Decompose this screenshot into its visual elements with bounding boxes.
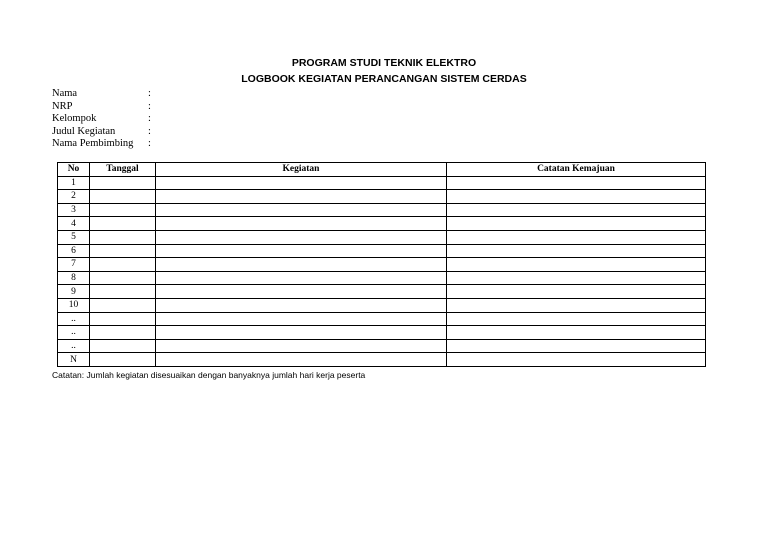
row-number-cell: 9: [58, 285, 90, 299]
tanggal-cell[interactable]: [90, 244, 156, 258]
field-nrp: [52, 101, 158, 114]
field-colon: :: [148, 125, 151, 137]
table-row: [58, 271, 706, 285]
catatan-kemajuan-cell[interactable]: [447, 271, 706, 285]
column-header-catatan-kemajuan: Catatan Kemajuan: [447, 163, 706, 177]
catatan-kemajuan-cell[interactable]: [447, 298, 706, 312]
table-row: [58, 190, 706, 204]
tanggal-cell[interactable]: [90, 203, 156, 217]
row-number-cell: N: [58, 353, 90, 367]
tanggal-cell[interactable]: [90, 190, 156, 204]
row-number-cell: ..: [58, 312, 90, 326]
logbook-table: [57, 162, 706, 367]
kegiatan-cell[interactable]: [156, 298, 447, 312]
catatan-kemajuan-cell[interactable]: [447, 203, 706, 217]
row-number-cell: 8: [58, 271, 90, 285]
field-kelompok: [52, 113, 158, 126]
row-number-cell: ..: [58, 326, 90, 340]
document-subtitle: LOGBOOK KEGIATAN PERANCANGAN SISTEM CERDAS: [241, 73, 527, 85]
row-number-cell: 10: [58, 298, 90, 312]
row-number-cell: 7: [58, 258, 90, 272]
catatan-kemajuan-cell[interactable]: [447, 312, 706, 326]
field-colon: :: [148, 100, 151, 112]
table-body: [58, 176, 706, 366]
field-label: NRP: [52, 100, 73, 112]
kegiatan-cell[interactable]: [156, 190, 447, 204]
catatan-kemajuan-cell[interactable]: [447, 230, 706, 244]
tanggal-cell[interactable]: [90, 339, 156, 353]
footnote: Catatan: Jumlah kegiatan disesuaikan dengan banyaknya jumlah hari kerja peserta: [52, 370, 366, 380]
tanggal-cell[interactable]: [90, 271, 156, 285]
catatan-kemajuan-cell[interactable]: [447, 176, 706, 190]
field-judul-kegiatan: [52, 126, 158, 139]
catatan-kemajuan-cell[interactable]: [447, 285, 706, 299]
tanggal-cell[interactable]: [90, 312, 156, 326]
catatan-kemajuan-cell[interactable]: [447, 258, 706, 272]
table-row: [58, 339, 706, 353]
identity-fields: [52, 88, 158, 151]
tanggal-cell[interactable]: [90, 353, 156, 367]
table-row: [58, 298, 706, 312]
kegiatan-cell[interactable]: [156, 258, 447, 272]
catatan-kemajuan-cell[interactable]: [447, 326, 706, 340]
catatan-kemajuan-cell[interactable]: [447, 244, 706, 258]
table-row: [58, 230, 706, 244]
table-row: [58, 176, 706, 190]
column-header-no: No: [58, 163, 90, 177]
table-row: [58, 312, 706, 326]
tanggal-cell[interactable]: [90, 217, 156, 231]
table-row: [58, 244, 706, 258]
field-colon: :: [148, 88, 151, 99]
kegiatan-cell[interactable]: [156, 326, 447, 340]
column-header-kegiatan: Kegiatan: [156, 163, 447, 177]
table-row: [58, 217, 706, 231]
kegiatan-cell[interactable]: [156, 230, 447, 244]
field-nama: [52, 88, 158, 101]
table-row: [58, 326, 706, 340]
table-row: [58, 258, 706, 272]
row-number-cell: 2: [58, 190, 90, 204]
kegiatan-cell[interactable]: [156, 203, 447, 217]
column-header-tanggal: Tanggal: [90, 163, 156, 177]
kegiatan-cell[interactable]: [156, 353, 447, 367]
row-number-cell: 6: [58, 244, 90, 258]
tanggal-cell[interactable]: [90, 176, 156, 190]
kegiatan-cell[interactable]: [156, 244, 447, 258]
row-number-cell: 1: [58, 176, 90, 190]
table-row: [58, 353, 706, 367]
kegiatan-cell[interactable]: [156, 271, 447, 285]
tanggal-cell[interactable]: [90, 258, 156, 272]
kegiatan-cell[interactable]: [156, 285, 447, 299]
field-nama-pembimbing: [52, 138, 158, 151]
table-row: [58, 203, 706, 217]
table-row: [58, 285, 706, 299]
kegiatan-cell[interactable]: [156, 176, 447, 190]
tanggal-cell[interactable]: [90, 285, 156, 299]
row-number-cell: 3: [58, 203, 90, 217]
field-label: Nama: [52, 88, 78, 99]
row-number-cell: 5: [58, 230, 90, 244]
tanggal-cell[interactable]: [90, 298, 156, 312]
catatan-kemajuan-cell[interactable]: [447, 339, 706, 353]
field-colon: :: [148, 138, 151, 149]
catatan-kemajuan-cell[interactable]: [447, 353, 706, 367]
table-header-row: [58, 163, 706, 177]
row-number-cell: ..: [58, 339, 90, 353]
row-number-cell: 4: [58, 217, 90, 231]
field-label: Nama Pembimbing: [52, 138, 134, 149]
tanggal-cell[interactable]: [90, 326, 156, 340]
kegiatan-cell[interactable]: [156, 217, 447, 231]
document-title: PROGRAM STUDI TEKNIK ELEKTRO: [291, 57, 477, 69]
tanggal-cell[interactable]: [90, 230, 156, 244]
kegiatan-cell[interactable]: [156, 339, 447, 353]
catatan-kemajuan-cell[interactable]: [447, 190, 706, 204]
catatan-kemajuan-cell[interactable]: [447, 217, 706, 231]
field-colon: :: [148, 113, 151, 124]
kegiatan-cell[interactable]: [156, 312, 447, 326]
field-label: Judul Kegiatan: [52, 125, 116, 137]
field-label: Kelompok: [52, 113, 97, 124]
